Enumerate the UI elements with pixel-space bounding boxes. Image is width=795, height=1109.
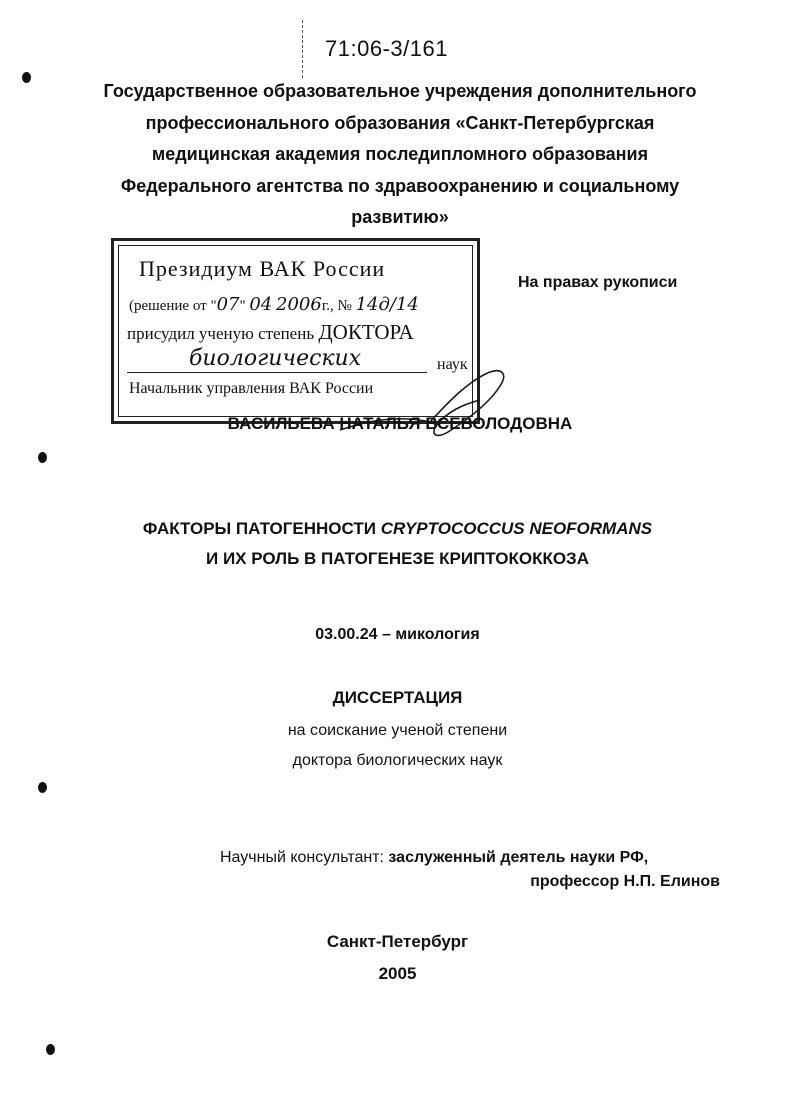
consultant-rank: заслуженный деятель науки РФ,: [388, 849, 649, 866]
consultant-label: Научный консультант:: [220, 849, 384, 866]
institution-line: профессионального образования «Санкт-Петербургская: [145, 112, 655, 133]
decision-number: 14д/14: [355, 294, 419, 315]
awarded-text: присудил ученую степень: [127, 324, 315, 343]
institution-line: медицинская академия последипломного образования: [151, 144, 649, 164]
consultant-name: профессор Н.П. Елинов: [530, 873, 720, 890]
stamp-science-word: наук: [437, 356, 468, 373]
binding-hole-mark: [38, 452, 47, 463]
year: 2005: [378, 964, 417, 983]
decision-day: 07: [216, 294, 240, 315]
purpose-line: доктора биологических наук: [292, 752, 503, 769]
decision-prefix: (решение от: [129, 298, 207, 314]
title-line-1: [40, 514, 755, 544]
stamp-field: биологических: [189, 346, 362, 371]
document-type: ДИССЕРТАЦИЯ: [332, 688, 463, 707]
institution-name: [60, 76, 740, 234]
stamp-awarded: [127, 320, 414, 345]
handwritten-signature: [330, 360, 520, 450]
stamp-decision: (решение от "07" 04 2006г., № 14д/14: [129, 294, 419, 315]
title-species: CRYPTOCOCCUS NEOFORMANS: [380, 519, 653, 538]
binding-hole-mark: [46, 1044, 55, 1055]
decision-year-suffix: г., №: [321, 298, 352, 314]
stamp-title: Президиум ВАК России: [139, 256, 386, 281]
institution-line: Федерального агентства по здравоохранению и социальному: [120, 175, 680, 196]
institution-line: Государственное образовательное учреждения дополнительного: [103, 81, 697, 101]
archive-code: 71:06-3/161: [325, 36, 448, 61]
consultant-line-1: [220, 846, 720, 870]
binding-hole-mark: [38, 782, 47, 793]
specialty: 03.00.24 – микология: [315, 626, 480, 643]
scientific-consultant: [220, 846, 720, 894]
binding-hole-mark: [22, 72, 31, 83]
stamp-chief: Начальник управления ВАК России: [129, 380, 374, 397]
decision-year: 2006: [276, 294, 322, 315]
manuscript-note: На правах рукописи: [518, 274, 678, 291]
dissertation-title: [40, 514, 755, 574]
decision-month: 04: [249, 294, 273, 315]
city: Санкт-Петербург: [326, 932, 469, 951]
title-prefix: ФАКТОРЫ ПАТОГЕННОСТИ: [142, 519, 376, 538]
stamp-degree: ДОКТОРА: [318, 320, 414, 344]
title-line-2: И ИХ РОЛЬ В ПАТОГЕНЕЗЕ КРИПТОКОККОЗА: [206, 549, 589, 568]
author-name: ВАСИЛЬЕВА НАТАЛЬЯ ВСЕВОЛОДОВНА: [227, 414, 573, 433]
purpose-line: на соискание ученой степени: [287, 722, 508, 739]
institution-line: развитию»: [351, 207, 449, 227]
punch-margin-line: [302, 20, 303, 78]
